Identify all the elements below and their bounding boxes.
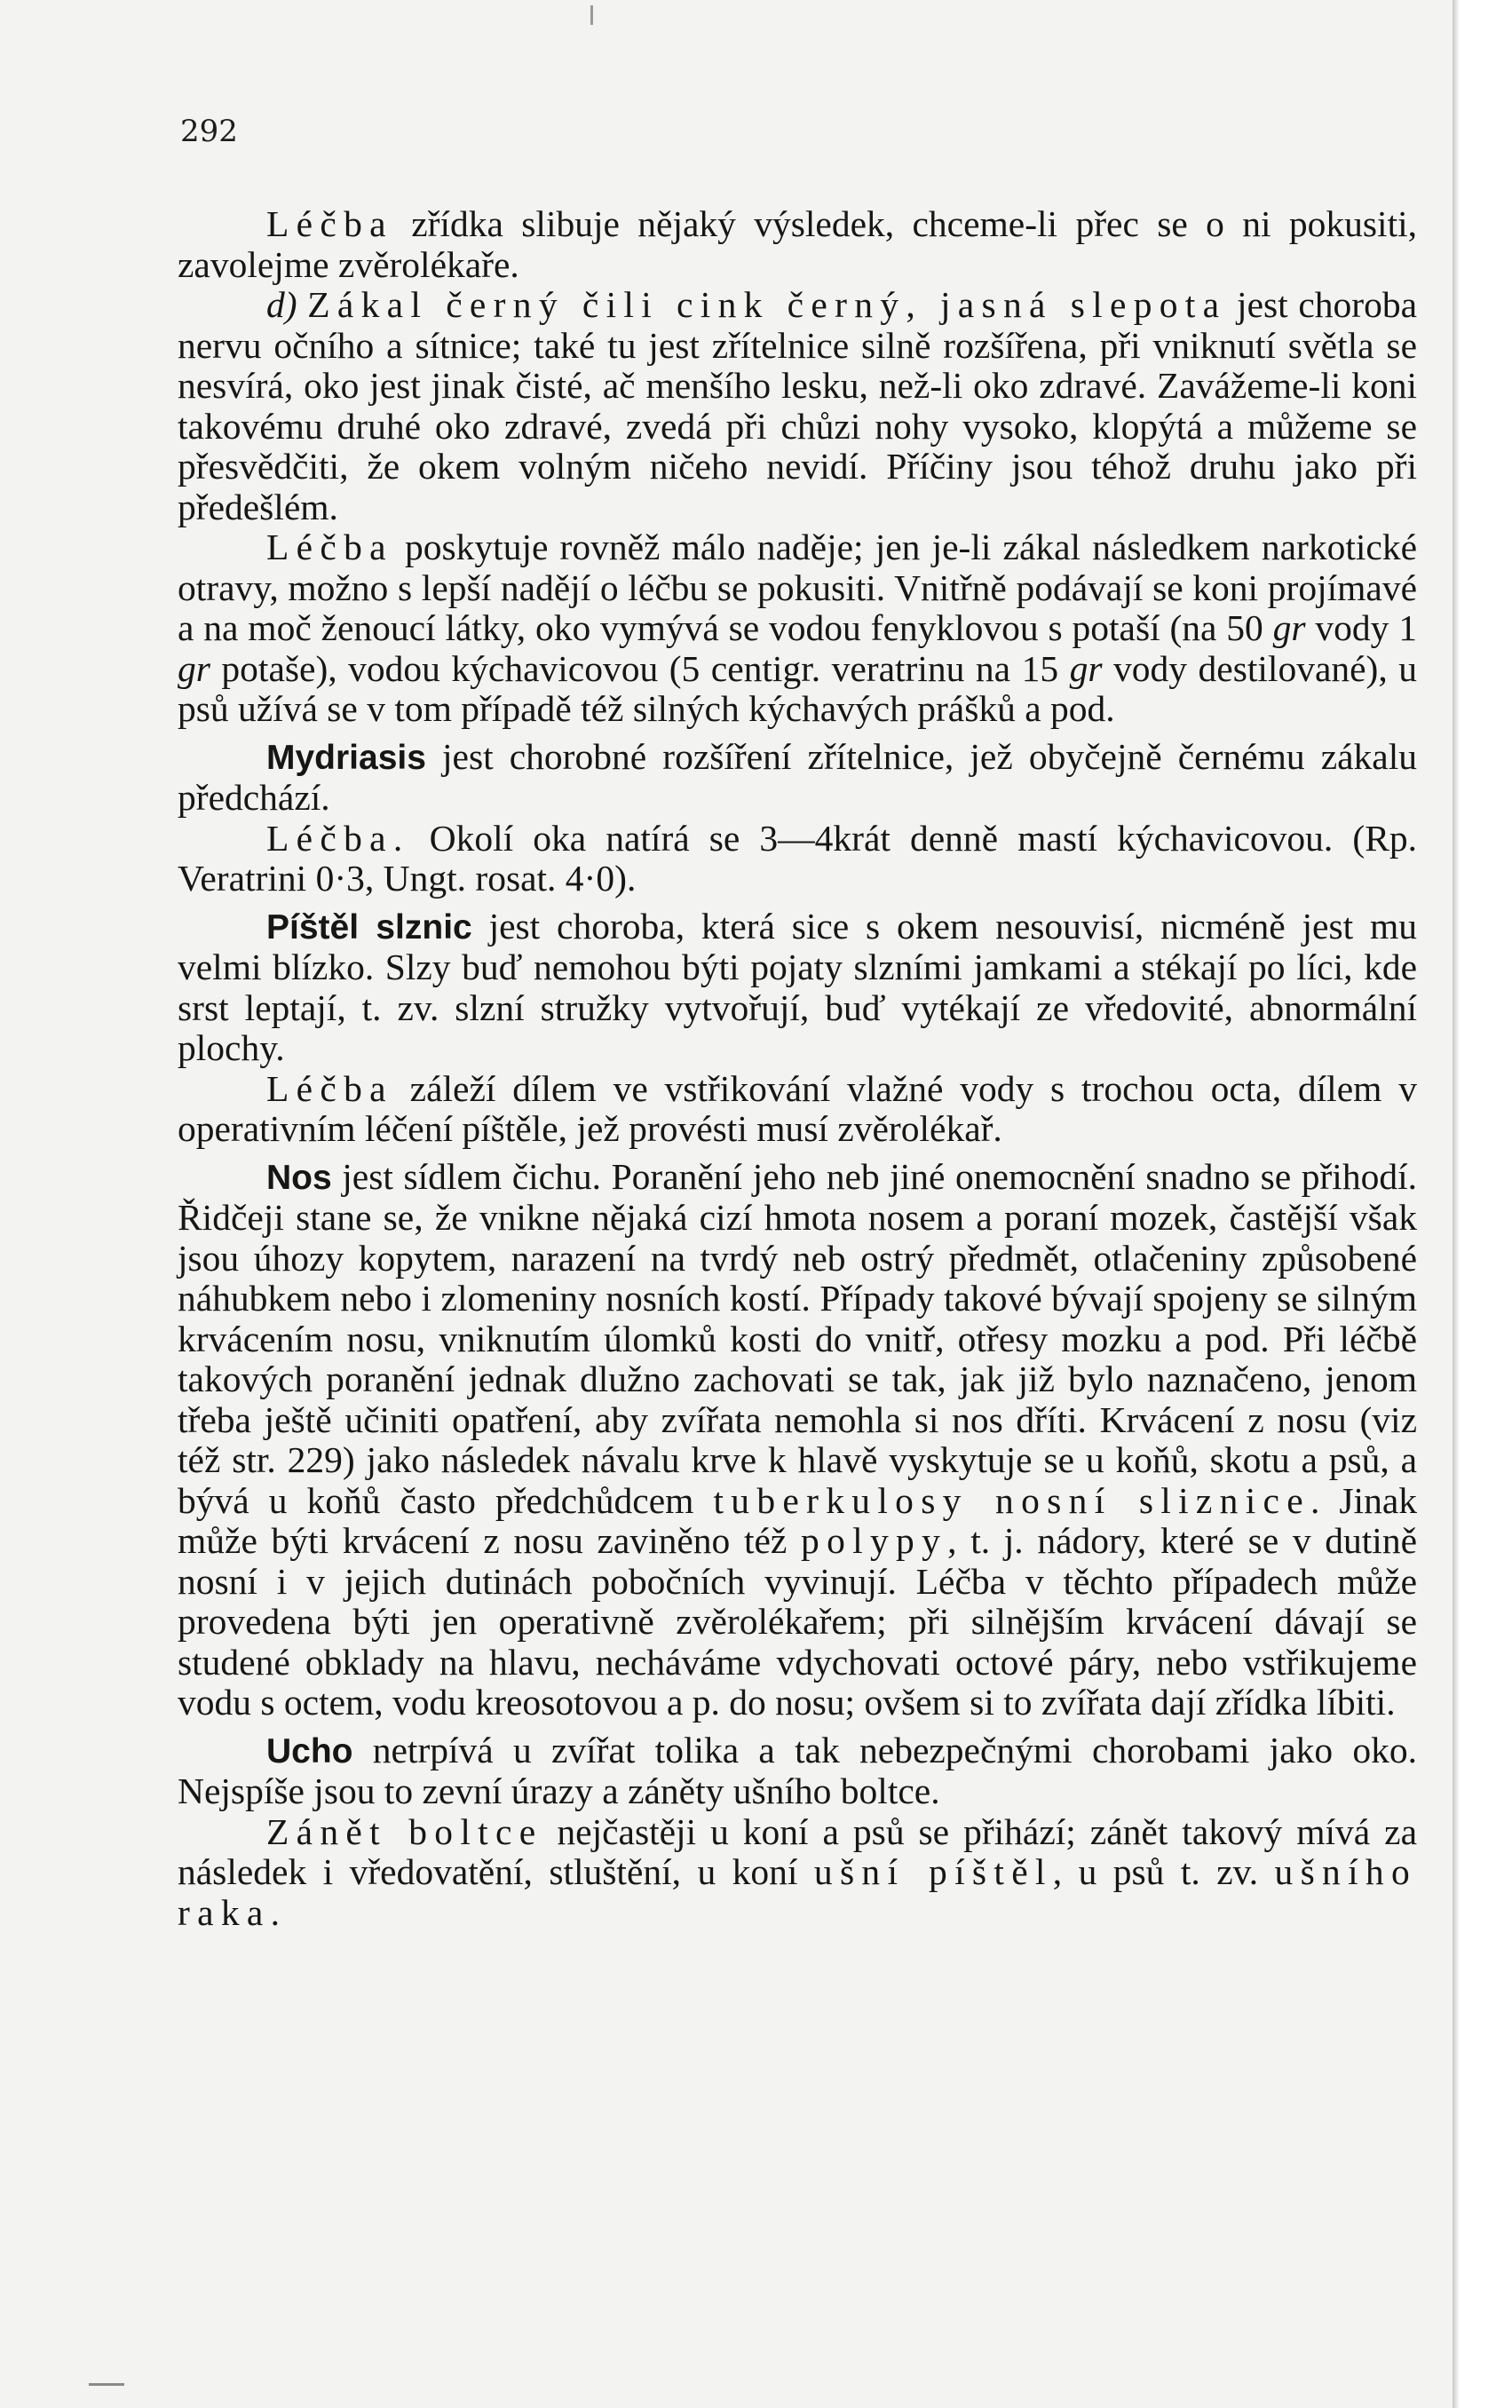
section-heading: Píštěl slznic [266,907,472,947]
text-run: jest sídlem čichu. Poranění jeho neb jiné onemocnění snadno se přihodí. Řidčeji stane se, že vnikne nějaká cizí hmota nosem a poraní mozek, častější však jsou úhozy kopytem, narazení na tvrdý neb ostrý předmět, otlačeniny způsobené náhubkem nebo i zlomeniny nosních kostí. Případy takové bývají spojeny se silným krvácením nosu, vniknutím úlomků kosti do vnitř, otřesy mozku a pod. Při léčbě takových poranění jednak dlužno zachovati se tak, jak již bylo naznačeno, jenom třeba ještě učiniti opatření, aby zvířata nemohla si nos dříti. Krvácení z nosu (viz též str. 229) jako následek návalu krve k hlavě vyskytuje se u koňů, skotu a psů, a bývá u koňů často předchůdcem [178,1155,1417,1521]
spaced-emphasis: Léčba [266,527,393,567]
paragraph-ucho [178,1731,1417,1812]
body-text [178,204,1417,1933]
scan-margin [1453,0,1512,2408]
text-run: jest chorobné rozšíření zřítelnice, jež obyčejně černému zákalu předchází. [178,735,1417,818]
spaced-emphasis: tuberkulosy nosní sliznice [713,1479,1310,1521]
text-run: vody 1 [1305,607,1418,648]
italic-label: gr [1272,607,1306,648]
spaced-emphasis: Zánět boltce [266,1810,543,1852]
italic-label: d) [266,284,297,325]
text-run: záleží dílem ve vstřikování vlažné vody s trochou octa, dílem v operativním léčení píštěle, jež provésti musí zvěrolékař. [178,1067,1417,1149]
paragraph-pistel-slznic [178,907,1417,1069]
text-run: nejčastěji u koní a psů se přihází; zánět takový mívá za následek i vředovatění, stluštění, u koní [178,1810,1417,1892]
spaced-emphasis: polypy [801,1520,948,1561]
paragraph-zakal-cerny [178,285,1417,527]
scan-mark-top [590,5,593,25]
text-run [297,284,308,325]
text-run: zřídka slibuje nějaký výsledek, chceme-li přec se o ni pokusiti, zavolejme zvěrolékaře. [178,203,1417,285]
page-number: 292 [180,114,238,149]
text-run: vody destilované), u psů užívá se v tom případě též silných kýchavých prášků a pod. [178,647,1417,729]
spaced-emphasis: ušního raka [178,1851,1418,1933]
scan-mark-bottom [89,2383,124,2386]
paragraph-leceba-mydriasis [178,819,1417,899]
text-run: Okolí oka natírá se 3—4krát denně mastí kýchavicovou. (Rp. Veratrini 0·3, Ungt. rosat. 4·0). [178,817,1417,899]
text-run: netrpívá u zvířat tolika a tak nebezpečnými chorobami jako oko. Nejspíše jsou to zevní úrazy a záněty ušního boltce. [178,1729,1417,1811]
section-heading: Ucho [266,1731,353,1770]
text-run: . Jinak může býti krvácení z nosu zaviněno též [178,1479,1418,1561]
spaced-emphasis: ušní píštěl [813,1851,1053,1892]
italic-label: gr [1069,647,1103,689]
paragraph-leceba-pistel [178,1069,1417,1150]
spaced-emphasis: Zákal černý čili cink černý, jasná slepota [307,284,1227,325]
text-run: . [270,1891,280,1933]
text-run: poskytuje rovněž málo naděje; jen je-li zákal následkem narkotické otravy, možno s lepší nadějí o léčbu se pokusiti. Vnitřně podávají se koni projímavé a na moč ženoucí látky, oko vymývá se vodou fenyklovou s potaší (na 50 [178,527,1417,648]
spaced-emphasis: Léčba. [266,817,410,859]
text-run: potaše), vodou kýchavicovou (5 centigr. veratrinu na 15 [210,647,1070,689]
text-run: jest choroba nervu očního a sítnice; také tu jest zřítelnice silně rozšířena, při vniknutí světla se nesvírá, oko jest jinak čisté, ač menšího lesku, než-li oko zdravé. Zavážeme-li koni takovému druhé oko zdravé, zvedá při chůzi nohy vysoko, klopýtá a můžeme se přesvědčiti, že okem volným ničeho nevidí. Příčiny jsou téhož druhu jako při předešlém. [178,284,1417,527]
paragraph-nos [178,1157,1417,1723]
text-run: , t. j. nádory, které se v dutině nosní i v jejich dutinách pobočních vyvinují. Léčba v těchto případech může provedena býti jen operativně zvěrolékařem; při silnějším krvácení dávají se studené obklady na hlavu, necháváme vdychovati octové páry, nebo vstřikujeme vodu s octem, vodu kreosotovou a p. do nosu; ovšem si to zvířata dají zřídka líbiti. [178,1520,1417,1723]
paragraph-zanet-boltce [178,1812,1417,1934]
section-heading: Nos [266,1158,332,1197]
section-heading: Mydriasis [266,738,426,777]
italic-label: gr [178,647,210,689]
text-run: jest choroba, která sice s okem nesouvisí, nicméně jest mu velmi blízko. Slzy buď nemohou býti pojaty slzními jamkami a stékají po líci, kde srst leptají, t. zv. slzní stružky vytvořují, buď vytékají ze vředovité, abnormální plochy. [178,905,1418,1068]
spaced-emphasis: Léčba [266,1067,393,1109]
paragraph-mydriasis [178,737,1417,819]
text-run: , u psů t. zv. [1052,1851,1275,1892]
paragraph-leceba-zakal-cerny [178,527,1417,730]
spaced-emphasis: Léčba [266,203,393,244]
paragraph-leceba-zakal [178,204,1417,285]
